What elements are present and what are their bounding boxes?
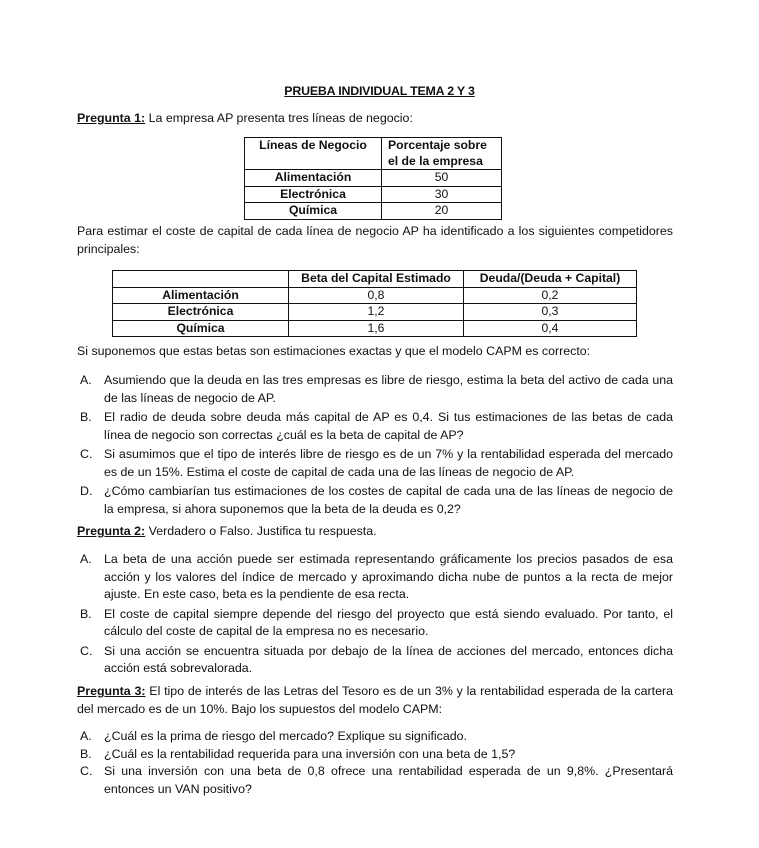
table-cell: 30 (382, 186, 502, 203)
table-row (113, 287, 637, 304)
q3-item-list (80, 728, 673, 798)
list-marker: A. (80, 729, 92, 743)
list-item (80, 606, 673, 641)
list-item (80, 763, 673, 798)
list-item-text: Si una inversión con una beta de 0,8 ofrece una rentabilidad esperada de un 9,8%. ¿Presentará entonces un VAN positivo? (104, 764, 673, 796)
table-cell: 50 (382, 170, 502, 187)
table-cell: Alimentación (245, 170, 382, 187)
table-header-cell: Porcentaje sobre el de la empresa (382, 138, 502, 170)
table-cell: 0,8 (289, 287, 464, 304)
table-header-row (245, 138, 502, 170)
business-lines-table (244, 137, 502, 220)
list-marker: B. (80, 606, 92, 621)
list-item (80, 728, 673, 746)
table-cell: Electrónica (245, 186, 382, 203)
q1-intro (77, 110, 673, 128)
list-item (80, 551, 673, 604)
table-header-cell: Beta del Capital Estimado (289, 271, 464, 288)
list-item-text: Asumiendo que la deuda en las tres empresas es libre de riesgo, estima la beta del activo de cada una de las líneas de negocio de AP. (104, 373, 673, 405)
table-row (113, 304, 637, 321)
table-header-cell: Líneas de Negocio (245, 138, 382, 170)
q3-intro (77, 683, 673, 718)
table-header-cell (113, 271, 289, 288)
list-item (80, 483, 673, 518)
table-header-row (113, 271, 637, 288)
list-item-text: El radio de deuda sobre deuda más capital de AP es 0,4. Si tus estimaciones de las betas de cada línea de negocio son correctas ¿cuál es la beta de capital de AP? (104, 410, 673, 442)
table-cell: Química (245, 203, 382, 220)
q2-item-list (80, 551, 673, 678)
list-item (80, 372, 673, 407)
list-marker: C. (80, 447, 93, 461)
list-item (80, 643, 673, 678)
list-item-text: Si una acción se encuentra situada por debajo de la línea de acciones del mercado, entonces dicha acción está sobrevalorada. (104, 643, 673, 675)
table-row (245, 186, 502, 203)
table-cell: Química (113, 320, 289, 337)
q3-intro-text: El tipo de interés de las Letras del Tesoro es de un 3% y la rentabilidad esperada de la cartera del mercado es de un 10%. Bajo los supuestos del modelo CAPM: (77, 684, 673, 716)
q2-intro (77, 523, 673, 541)
table-row (113, 320, 637, 337)
table-row (245, 203, 502, 220)
list-item-text: ¿Cómo cambiarían tus estimaciones de los costes de capital de cada una de las líneas de negocio de la empresa, si ahora suponemos que la beta de la deuda es 0,2? (104, 484, 673, 516)
table-cell: 0,4 (464, 320, 637, 337)
q3-label: Pregunta 3: (77, 684, 146, 698)
list-marker: A. (80, 373, 92, 387)
table-row (245, 170, 502, 187)
list-item-text: ¿Cuál es la prima de riesgo del mercado? Explique su significado. (104, 729, 467, 743)
table-cell: 0,2 (464, 287, 637, 304)
q1-label: Pregunta 1: (77, 111, 146, 125)
list-marker: B. (80, 746, 92, 761)
table-cell: 20 (382, 203, 502, 220)
competitors-table (112, 270, 637, 337)
list-item (80, 746, 673, 764)
table-header-cell: Deuda/(Deuda + Capital) (464, 271, 637, 288)
list-item-text: ¿Cuál es la rentabilidad requerida para una inversión con una beta de 1,5? (104, 746, 516, 761)
list-item (80, 446, 673, 481)
q2-label: Pregunta 2: (77, 524, 146, 538)
table-cell: Electrónica (113, 304, 289, 321)
page-title: PRUEBA INDIVIDUAL TEMA 2 Y 3 (284, 84, 475, 98)
q2-intro-text: Verdadero o Falso. Justifica tu respuesta. (145, 524, 377, 538)
q1-item-list (80, 372, 673, 518)
q1-paragraph-competitors: Para estimar el coste de capital de cada línea de negocio AP ha identificado a los siguientes competidores principales: (77, 224, 673, 256)
list-item-text: La beta de una acción puede ser estimada representando gráficamente los precios pasados de esa acción y los valores del índice de mercado y aproximando dicha nube de puntos a la recta de mejor ajuste. En este caso, beta es la pendiente de esa recta. (104, 552, 673, 601)
list-marker: D. (80, 484, 93, 498)
table-cell: Alimentación (113, 287, 289, 304)
list-marker: A. (80, 552, 92, 566)
q1-intro-text: La empresa AP presenta tres líneas de negocio: (145, 111, 413, 125)
list-item (80, 409, 673, 444)
table-cell: 1,6 (289, 320, 464, 337)
list-marker: C. (80, 764, 93, 778)
q1-paragraph-capm: Si suponemos que estas betas son estimaciones exactas y que el modelo CAPM es correcto: (77, 344, 591, 358)
list-marker: C. (80, 643, 93, 658)
list-marker: B. (80, 410, 92, 424)
list-item-text: El coste de capital siempre depende del riesgo del proyecto que está siendo evaluado. Por tanto, el cálculo del coste de capital de la empresa no es necesario. (104, 606, 673, 638)
table-cell: 1,2 (289, 304, 464, 321)
list-item-text: Si asumimos que el tipo de interés libre de riesgo es de un 7% y la rentabilidad esperada del mercado es de un 15%. Estima el coste de capital de cada una de las líneas de negocio de AP. (104, 447, 673, 479)
table-cell: 0,3 (464, 304, 637, 321)
